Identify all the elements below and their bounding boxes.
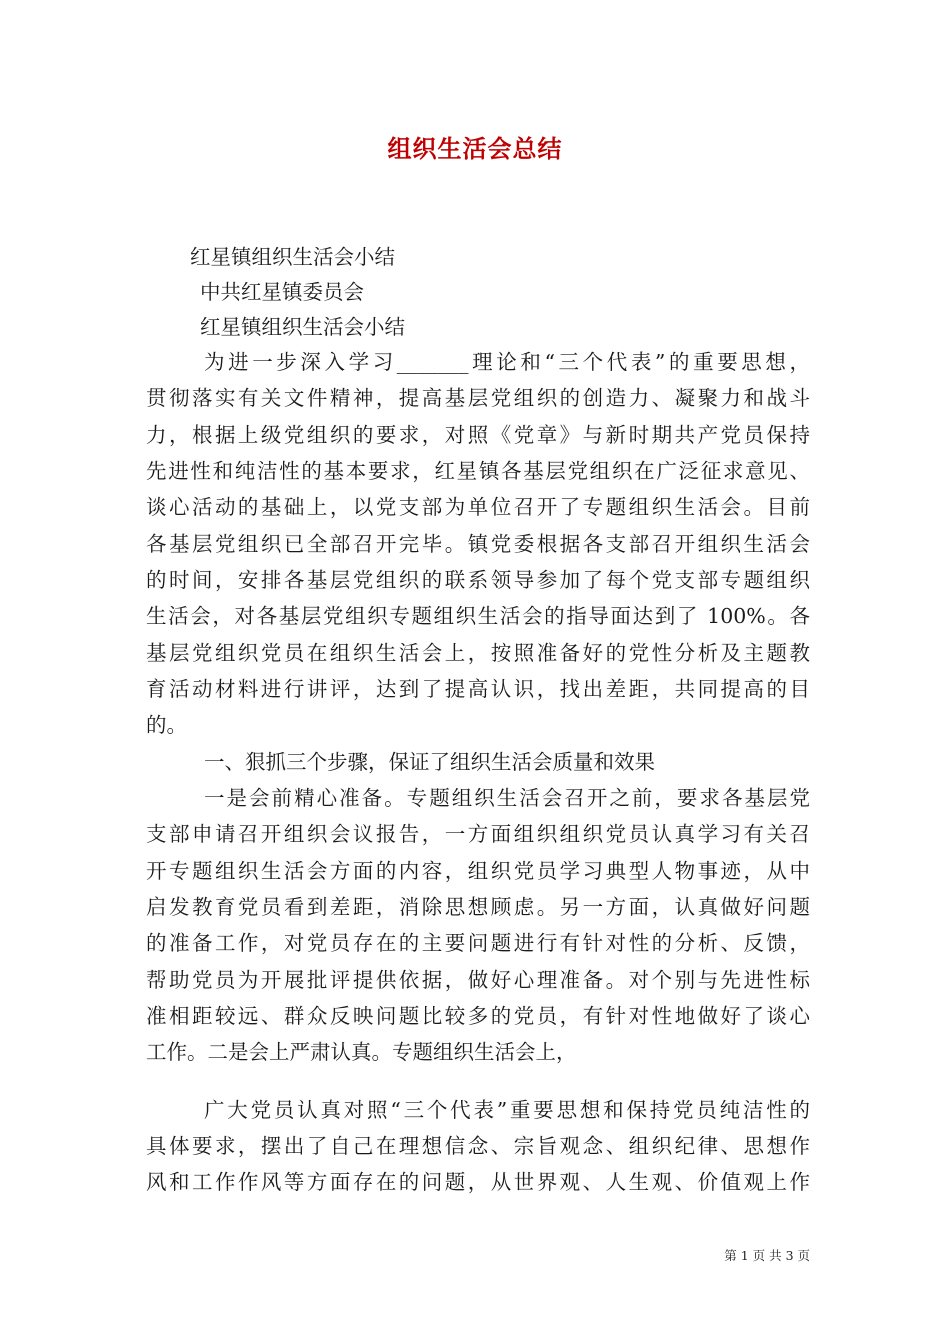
paragraph-line: 启发教育党员看到差距，消除思想顾虑。另一方面，认真做好问题: [146, 895, 810, 919]
subtitle-line-repeat: 红星镇组织生活会小结: [200, 315, 405, 339]
paragraph-line: 支部申请召开组织会议报告，一方面组织组织党员认真学习有关召: [146, 822, 810, 846]
paragraph-line: 谈心活动的基础上，以党支部为单位召开了专题组织生活会。目前: [146, 495, 810, 519]
paragraph-line: 工作。二是会上严肃认真。专题组织生活会上，: [146, 1040, 577, 1064]
paragraph-line: 基层党组织党员在组织生活会上，按照准备好的党性分析及主题教: [146, 641, 810, 665]
paragraph-line: 育活动材料进行讲评，达到了提高认识，找出差距，共同提高的目: [146, 677, 810, 701]
paragraph-line: 广大党员认真对照“三个代表”重要思想和保持党员纯洁性的: [204, 1098, 810, 1122]
paragraph-line: 帮助党员为开展批评提供依据，做好心理准备。对个别与先进性标: [146, 968, 810, 992]
paragraph-line: 开专题组织生活会方面的内容，组织党员学习典型人物事迹，从中: [146, 859, 810, 883]
issuer-line: 中共红星镇委员会: [200, 280, 364, 304]
paragraph-line: 的准备工作，对党员存在的主要问题进行有针对性的分析、反馈，: [146, 931, 810, 955]
paragraph-line: 一是会前精心准备。专题组织生活会召开之前，要求各基层党: [204, 786, 810, 810]
paragraph-line: 为进一步深入学习_______理论和“三个代表”的重要思想，: [204, 350, 810, 374]
subtitle-line: 红星镇组织生活会小结: [190, 245, 395, 269]
page-number-indicator: 第 1 页 共 3 页: [724, 1248, 810, 1263]
paragraph-line: 力，根据上级党组织的要求，对照《党章》与新时期共产党员保持: [146, 423, 810, 447]
paragraph-line: 的。: [146, 713, 187, 737]
section-heading: 一、狠抓三个步骤，保证了组织生活会质量和效果: [204, 750, 655, 774]
paragraph-line: 的时间，安排各基层党组织的联系领导参加了每个党支部专题组织: [146, 568, 810, 592]
paragraph-line: 风和工作作风等方面存在的问题，从世界观、人生观、价值观上作: [146, 1170, 810, 1194]
document-title: 组织生活会总结: [387, 134, 563, 163]
paragraph-line: 先进性和纯洁性的基本要求，红星镇各基层党组织在广泛征求意见、: [146, 459, 810, 483]
paragraph-line: 生活会，对各基层党组织专题组织生活会的指导面达到了 100%。各: [146, 604, 810, 628]
paragraph-line: 贯彻落实有关文件精神，提高基层党组织的创造力、凝聚力和战斗: [146, 386, 810, 410]
paragraph-line: 具体要求，摆出了自己在理想信念、宗旨观念、组织纪律、思想作: [146, 1134, 810, 1158]
paragraph-line: 各基层党组织已全部召开完毕。镇党委根据各支部召开组织生活会: [146, 532, 810, 556]
paragraph-line: 准相距较远、群众反映问题比较多的党员，有针对性地做好了谈心: [146, 1004, 810, 1028]
